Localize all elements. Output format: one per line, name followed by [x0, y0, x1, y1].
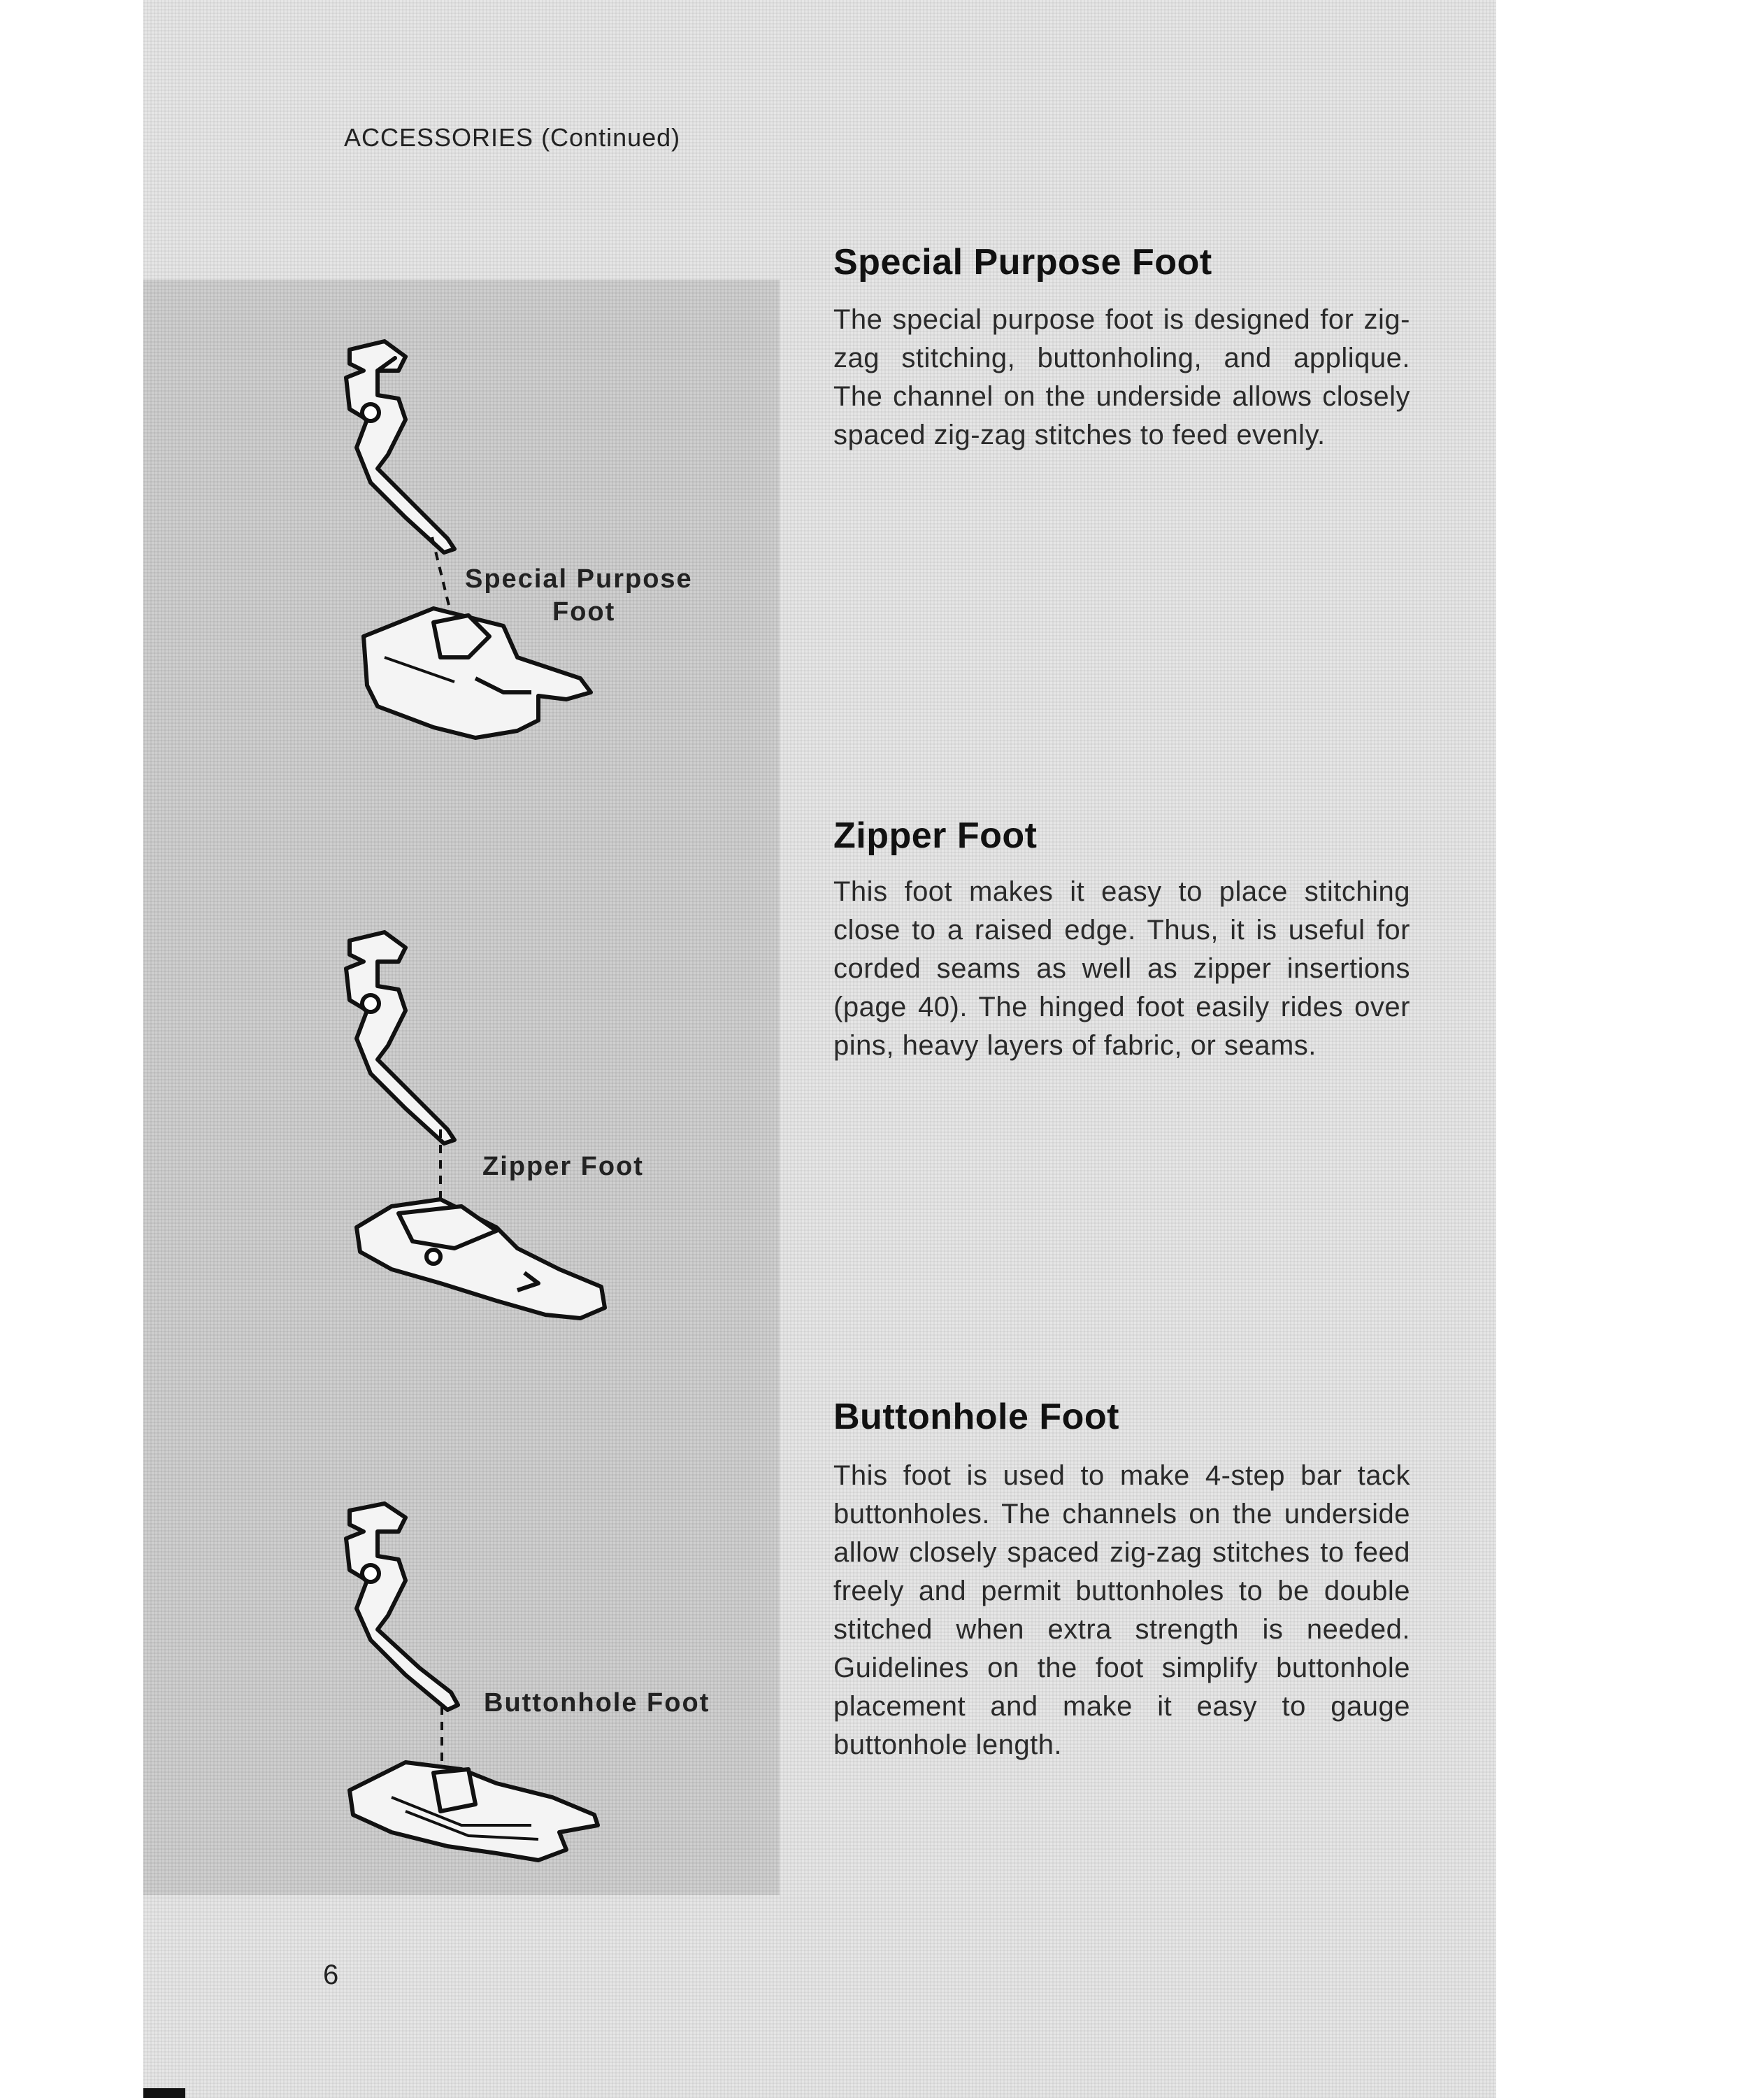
page-number: 6 [323, 1960, 339, 1990]
section-title-zipper-foot: Zipper Foot [833, 815, 1038, 856]
section-title-special-purpose-foot: Special Purpose Foot [833, 242, 1212, 283]
section-body-special-purpose-foot: The special purpose foot is designed for zig-zag stitching, buttonholing, and applique. The channel on the underside allows closely spaced zig-zag stitches to feed evenly. [833, 304, 1410, 450]
figure-label-special-purpose-foot-1: Special Purpose [465, 564, 693, 594]
page-header: ACCESSORIES (Continued) [344, 123, 681, 152]
figure-label-buttonhole-foot: Buttonhole Foot [484, 1688, 710, 1718]
figure-label-special-purpose-foot-2: Foot [552, 597, 616, 627]
section-body-zipper-foot: This foot makes it easy to place stitching close to a raised edge. Thus, it is useful for corded seams as well as zipper insertions (page 40). The hinged foot easily rides over pins, heavy layers of fabric, or seams. [833, 876, 1410, 1061]
figure-label-zipper-foot: Zipper Foot [482, 1152, 644, 1181]
section-title-buttonhole-foot: Buttonhole Foot [833, 1397, 1119, 1437]
zipper-foot-illustration [329, 920, 622, 1339]
section-body-buttonhole-foot: This foot is used to make 4-step bar tack buttonholes. The channels on the underside allow closely spaced zig-zag stitches to feed freely and permit buttonholes to be double stitched when extra strength is needed. Guidelines on the foot simplify buttonhole placement and make it easy to gauge buttonhole length. [833, 1460, 1410, 1760]
special-purpose-foot-illustration [329, 329, 622, 748]
corner-mark [143, 2088, 185, 2098]
buttonhole-foot-illustration [329, 1497, 622, 1874]
